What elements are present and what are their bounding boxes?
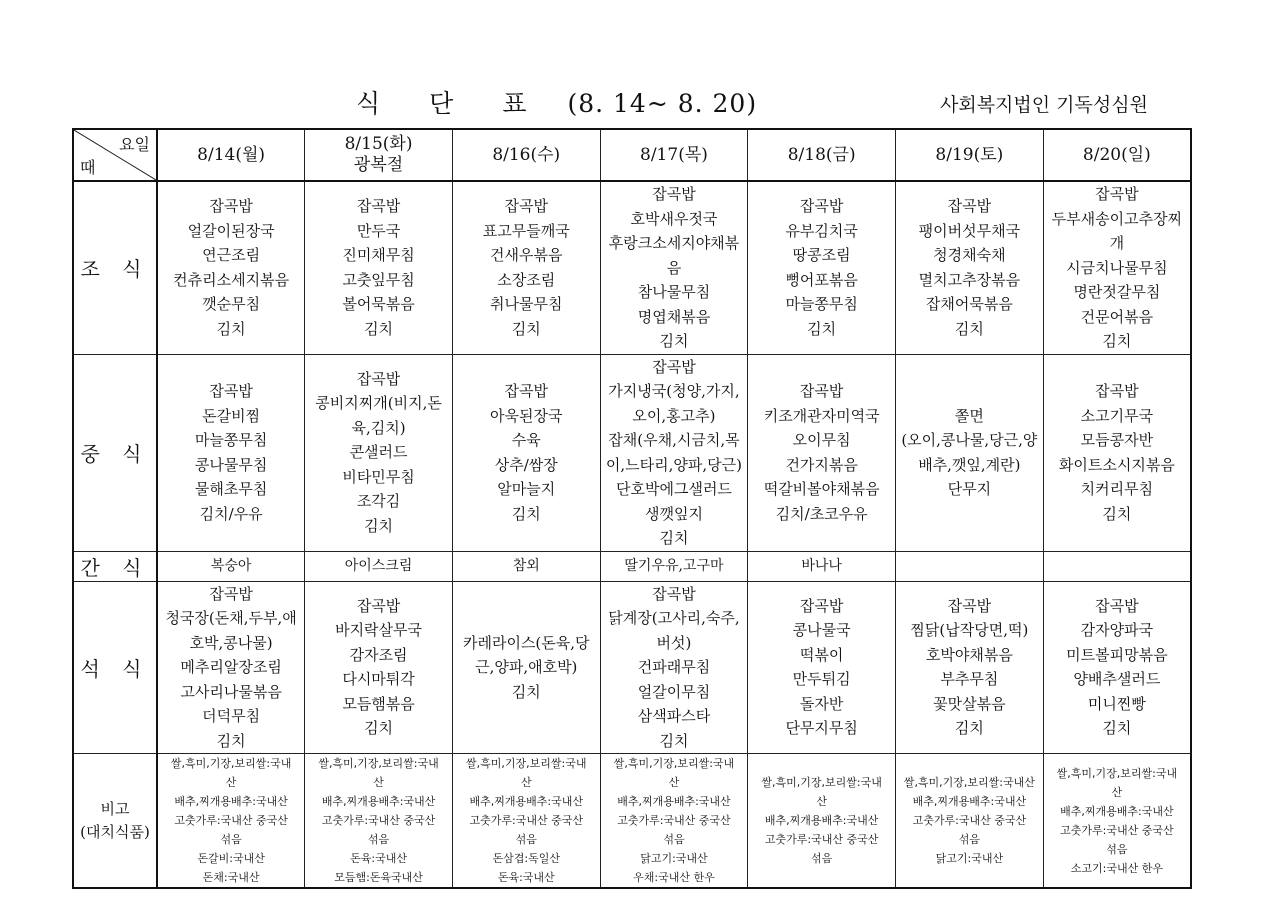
menu-item: 물해초무침 (194, 480, 268, 498)
menu-item: 콩비지찌개(비지,돈 (315, 394, 442, 413)
menu-item: 소고기무국 (1080, 406, 1154, 425)
dinner-cell (157, 581, 305, 754)
note-line: 쌀,흑미,기장,보리쌀:국내 (466, 757, 587, 770)
menu-item: 감자조림 (349, 645, 408, 664)
note-line: 소고기:국내산 한우 (1070, 861, 1163, 875)
menu-item: 호박,콩나물) (189, 633, 273, 652)
day-label: 8/15(화) (344, 134, 413, 154)
menu-item: 건가지볶음 (785, 455, 858, 474)
menu-item: 고사리나물볶음 (180, 682, 282, 701)
menu-item: 김치/초코우유 (775, 504, 868, 523)
menu-item: 잡채어묵볶음 (925, 295, 1013, 314)
menu-item: 멸치고추장볶음 (918, 270, 1021, 289)
menu-item: 김치 (364, 516, 394, 535)
menu-item: 잡곡밥 (652, 357, 696, 376)
snack-cell: 바나나 (748, 551, 896, 581)
menu-item: 돌자반 (799, 694, 844, 713)
dinner-cell (600, 581, 748, 754)
note-line: 고춧가루:국내산 중국산 (912, 814, 1027, 827)
snack-cell: 딸기우유,고구마 (600, 551, 748, 581)
note-cell (157, 754, 305, 889)
menu-item: 김치 (364, 319, 394, 338)
menu-item: 김치 (511, 504, 541, 523)
note-line: 산 (225, 776, 237, 789)
note-line: 배추,찌개용배추:국내산 (174, 795, 288, 808)
day-label: 8/20(일) (1082, 144, 1151, 165)
menu-item: 키조개관자미역국 (763, 406, 880, 425)
note-line: 고춧가루:국내산 중국산 (1060, 823, 1174, 837)
row-label-notes (73, 754, 157, 889)
menu-item: 카레라이스(돈육,당 (462, 633, 590, 652)
note-line: 배추,찌개용배추:국내산 (321, 795, 436, 808)
menu-item: 참나물무침 (637, 283, 711, 301)
day-header (305, 129, 453, 181)
menu-item: 모듬콩자반 (1080, 431, 1154, 449)
day-header (600, 129, 748, 181)
snack-cell: 아이스크림 (305, 551, 453, 581)
menu-item: 잡곡밥 (209, 584, 253, 603)
note-line: 돈갈비:국내산 (197, 852, 265, 865)
breakfast-cell (600, 181, 748, 354)
menu-item: 아욱된장국 (490, 406, 563, 425)
menu-item: 모듬햄볶음 (342, 694, 415, 713)
breakfast-cell (452, 181, 600, 354)
note-line: 모듬햄:돈육국내산 (334, 871, 423, 884)
menu-item: 김치 (954, 319, 984, 338)
note-line: 배추,찌개용배추:국내산 (617, 795, 731, 808)
menu-item: 두부새송이고추장찌 (1051, 209, 1183, 228)
menu-item: 상추/쌈장 (494, 455, 558, 474)
row-label-snack: 간 식 (73, 551, 157, 581)
note-label: 비고 (100, 799, 130, 818)
menu-item: 김치 (216, 319, 246, 338)
menu-item: 개 (1109, 234, 1125, 252)
menu-item: 다시마튀각 (342, 670, 415, 689)
note-line: 우채:국내산 한우 (633, 871, 715, 884)
note-cell (896, 754, 1044, 889)
menu-item: 돈갈비찜 (202, 406, 261, 425)
menu-item: 생깻잎지 (644, 504, 703, 523)
menu-item: 단무지무침 (785, 719, 858, 738)
menu-item: 잡곡밥 (1095, 185, 1139, 203)
menu-item: 가지냉국(청양,가지, (608, 382, 740, 400)
menu-item: 비타민무침 (342, 467, 415, 486)
menu-item: 명엽채볶음 (637, 307, 711, 326)
note-line: 쌀,흑미,기장,보리쌀:국내 (613, 757, 735, 770)
menu-item: (오이,콩나물,당근,양 (901, 431, 1038, 449)
note-line: 섞음 (515, 833, 537, 846)
menu-item: 오이무침 (792, 431, 851, 449)
menu-item: 버섯) (656, 633, 692, 652)
menu-item: 김치 (364, 719, 394, 738)
day-header (1043, 129, 1191, 181)
day-header-row (73, 129, 1191, 181)
menu-item: 팽이버섯무채국 (918, 221, 1021, 240)
menu-item: 취나물무침 (490, 295, 563, 314)
note-line: 배추,찌개용배추:국내산 (764, 814, 879, 827)
dinner-row (73, 581, 1191, 754)
snack-cell: 복숭아 (157, 551, 305, 581)
note-line: 산 (816, 795, 827, 808)
menu-item: 마늘쫑무침 (194, 431, 268, 449)
menu-item: 김치 (954, 719, 984, 738)
note-cell (452, 754, 600, 889)
menu-item: 오이,홍고추) (632, 406, 716, 425)
menu-item: 화이트소시지볶음 (1058, 455, 1175, 474)
menu-item: 김치 (1102, 332, 1132, 350)
menu-item: 김치 (511, 682, 541, 701)
day-header (748, 129, 896, 181)
note-label-sub: (대치식품) (80, 822, 150, 841)
dinner-cell (748, 581, 896, 754)
note-line: 쌀,흑미,기장,보리쌀:국내 (170, 757, 292, 770)
menu-item: 떡갈비볼야채볶음 (763, 480, 880, 498)
day-label: 8/18(금) (787, 144, 856, 165)
lunch-cell (748, 354, 896, 551)
breakfast-cell (896, 181, 1044, 354)
menu-item: 잡곡밥 (356, 596, 401, 615)
menu-item: 콩나물무침 (194, 455, 268, 474)
menu-item: 진미채무침 (342, 246, 415, 265)
menu-item: 김치 (1102, 719, 1132, 738)
menu-item: 청국장(돈채,두부,애 (165, 609, 297, 627)
breakfast-cell (748, 181, 896, 354)
note-row (73, 754, 1191, 889)
menu-item: 시금치나물무침 (1066, 258, 1168, 277)
note-cell (600, 754, 748, 889)
menu-item: 잡곡밥 (356, 197, 401, 216)
menu-item: 부추무침 (940, 670, 999, 689)
note-line: 섞음 (663, 833, 685, 846)
note-cell (1043, 754, 1191, 889)
menu-item: 만두튀김 (792, 670, 851, 689)
dinner-cell (1043, 581, 1191, 754)
menu-item: 바지락살무국 (335, 621, 423, 640)
breakfast-cell (305, 181, 453, 354)
menu-item: 알마늘지 (497, 480, 556, 498)
weekly-menu-table (72, 128, 1192, 889)
corner-cell (73, 129, 157, 181)
note-line: 섞음 (367, 833, 390, 846)
menu-item: 육,김치) (351, 418, 406, 437)
note-line: 산 (668, 776, 680, 789)
menu-item: 뻥어포볶음 (785, 270, 858, 289)
menu-item: 잡곡밥 (504, 197, 548, 216)
lunch-cell (600, 354, 748, 551)
lunch-cell (896, 354, 1044, 551)
menu-item: 호박새우젓국 (630, 209, 718, 228)
menu-item: 깻순무침 (202, 295, 261, 314)
menu-item: 찜닭(납작당면,떡) (910, 621, 1029, 640)
dinner-cell (896, 581, 1044, 754)
menu-item: 잡곡밥 (209, 197, 253, 216)
menu-item: 잡곡밥 (799, 596, 844, 615)
menu-item: 콘샐러드 (349, 443, 408, 462)
title-char: 표 (502, 89, 528, 118)
note-line: 섞음 (1106, 842, 1128, 856)
day-header (896, 129, 1044, 181)
menu-item: 음 (666, 258, 682, 277)
menu-item: 표고무들깨국 (482, 221, 570, 240)
note-line: 돈채:국내산 (202, 871, 260, 884)
holiday-label: 광복절 (353, 155, 404, 175)
note-line: 고춧가루:국내산 중국산 (174, 814, 288, 827)
dinner-cell (452, 581, 600, 754)
note-line: 닭고기:국내산 (640, 852, 708, 865)
menu-item: 잡곡밥 (947, 197, 992, 216)
note-line: 쌀,흑미,기장,보리쌀:국내 (761, 776, 882, 789)
corner-time-label: 때 (80, 158, 96, 177)
dinner-cell (305, 581, 453, 754)
note-line: 돈육:국내산 (350, 852, 407, 865)
note-line: 배추,찌개용배추:국내산 (912, 795, 1027, 808)
menu-item: 김치 (659, 332, 689, 350)
menu-item: 김치 (511, 319, 541, 338)
menu-item: 조각김 (356, 492, 401, 511)
note-line: 산 (1111, 785, 1123, 799)
lunch-cell (305, 354, 453, 551)
menu-item: 만두국 (356, 221, 401, 240)
menu-item: 감자양파국 (1080, 621, 1154, 640)
day-label: 8/17(목) (640, 144, 708, 165)
menu-item: 단호박에그샐러드 (616, 480, 732, 498)
note-line: 섞음 (811, 852, 833, 865)
title-date-range: (8. 14~ 8. 20) (567, 89, 758, 118)
title-char: 단 (429, 89, 455, 118)
menu-item: 청경채숙채 (933, 246, 1006, 265)
menu-item: 잡곡밥 (799, 382, 844, 400)
menu-item: 김치 (807, 319, 837, 338)
menu-item: 잡곡밥 (947, 596, 992, 615)
menu-item: 김치 (1102, 504, 1132, 523)
menu-item: 잡곡밥 (652, 584, 696, 603)
menu-item: 건새우볶음 (490, 246, 563, 265)
row-label-lunch: 중 식 (73, 354, 157, 551)
note-line: 쌀,흑미,기장,보리쌀:국내 (318, 757, 439, 770)
menu-item: 쫄면 (954, 406, 984, 425)
menu-item: 삼색파스타 (637, 707, 711, 725)
note-line: 고춧가루:국내산 중국산 (764, 833, 879, 846)
menu-item: 잡곡밥 (652, 185, 696, 203)
note-line: 산 (520, 776, 532, 789)
menu-item: 꽃맛살볶음 (933, 694, 1006, 713)
snack-cell (1043, 551, 1191, 581)
corner-day-label: 요일 (119, 135, 150, 154)
note-line: 고춧가루:국내산 중국산 (321, 814, 436, 827)
page-title (356, 84, 757, 120)
snack-cell: 참외 (452, 551, 600, 581)
breakfast-row (73, 181, 1191, 354)
menu-item: 잡곡밥 (356, 369, 401, 388)
menu-item: 명란젓갈무침 (1073, 283, 1161, 301)
menu-item: 잡곡밥 (1095, 596, 1139, 615)
menu-item: 떡볶이 (799, 645, 844, 664)
menu-item: 얼갈이된장국 (187, 221, 275, 240)
menu-item: 건파래무침 (637, 658, 711, 676)
breakfast-cell (1043, 181, 1191, 354)
day-label: 8/19(토) (935, 144, 1004, 165)
menu-item: 잡곡밥 (1095, 382, 1139, 400)
note-line: 산 (373, 776, 384, 789)
menu-item: 이,느타리,양파,당근) (605, 455, 742, 474)
note-line: 고춧가루:국내산 중국산 (617, 814, 731, 827)
note-line: 돈삼겹:독일산 (492, 852, 560, 865)
menu-item: 컨츄리소세지볶음 (173, 270, 290, 289)
menu-item: 잡곡밥 (504, 382, 548, 400)
lunch-row (73, 354, 1191, 551)
note-cell (748, 754, 896, 889)
breakfast-cell (157, 181, 305, 354)
note-cell (305, 754, 453, 889)
menu-item: 미트볼피망볶음 (1066, 645, 1168, 664)
day-header (157, 129, 305, 181)
snack-cell (896, 551, 1044, 581)
menu-item: 연근조림 (202, 246, 261, 265)
note-line: 돈육:국내산 (497, 871, 555, 884)
day-header (452, 129, 600, 181)
lunch-cell (1043, 354, 1191, 551)
menu-item: 김치 (216, 731, 246, 750)
note-line: 닭고기:국내산 (935, 852, 1004, 865)
menu-item: 김치/우유 (199, 504, 263, 523)
menu-item: 마늘쫑무침 (785, 295, 858, 314)
menu-item: 양배추샐러드 (1073, 670, 1161, 689)
menu-item: 배추,깻잎,계란) (918, 455, 1021, 474)
row-label-dinner: 석 식 (73, 581, 157, 754)
menu-item: 잡곡밥 (799, 197, 844, 216)
menu-item: 얼갈이무침 (637, 682, 711, 701)
menu-item: 미니찐빵 (1087, 694, 1146, 713)
menu-item: 수육 (511, 431, 541, 449)
menu-item: 호박야채볶음 (925, 645, 1013, 664)
lunch-cell (452, 354, 600, 551)
menu-item: 단무지 (947, 480, 992, 498)
menu-item: 잡채(우채,시금치,목 (608, 431, 740, 449)
day-label: 8/16(수) (492, 144, 561, 165)
row-label-breakfast: 조 식 (73, 181, 157, 354)
organization-name: 사회복지법인 기독성심원 (940, 94, 1148, 116)
menu-item: 김치 (659, 529, 689, 547)
note-line: 배추,찌개용배추:국내산 (469, 795, 583, 808)
note-line: 섞음 (958, 833, 980, 846)
menu-item: 김치 (659, 731, 689, 750)
note-line: 배추,찌개용배추:국내산 (1060, 804, 1174, 818)
note-line: 고춧가루:국내산 중국산 (469, 814, 583, 827)
menu-item: 근,양파,애호박) (475, 658, 578, 676)
day-label: 8/14(월) (197, 144, 266, 165)
menu-item: 후랑크소세지야채볶 (608, 234, 740, 252)
menu-item: 소장조림 (497, 270, 556, 289)
snack-row (73, 551, 1191, 581)
menu-item: 더덕무침 (202, 707, 261, 725)
menu-item: 유부김치국 (785, 221, 858, 240)
menu-item: 볼어묵볶음 (342, 295, 415, 314)
menu-item: 콩나물국 (792, 621, 851, 640)
menu-item: 닭계장(고사리,숙주, (608, 609, 740, 627)
note-line: 쌀,흑미,기장,보리쌀:국내 (1056, 766, 1178, 780)
note-line: 쌀,흑미,기장,보리쌀:국내산 (903, 776, 1035, 789)
lunch-cell (157, 354, 305, 551)
menu-item: 메추리알장조림 (180, 658, 282, 676)
menu-item: 고춧잎무침 (342, 270, 415, 289)
menu-item: 건문어볶음 (1080, 307, 1154, 326)
menu-item: 땅콩조림 (792, 246, 851, 265)
title-char: 식 (356, 89, 382, 118)
menu-item: 치커리무침 (1080, 480, 1154, 498)
note-line: 섞음 (220, 833, 242, 846)
menu-item: 잡곡밥 (209, 382, 253, 400)
